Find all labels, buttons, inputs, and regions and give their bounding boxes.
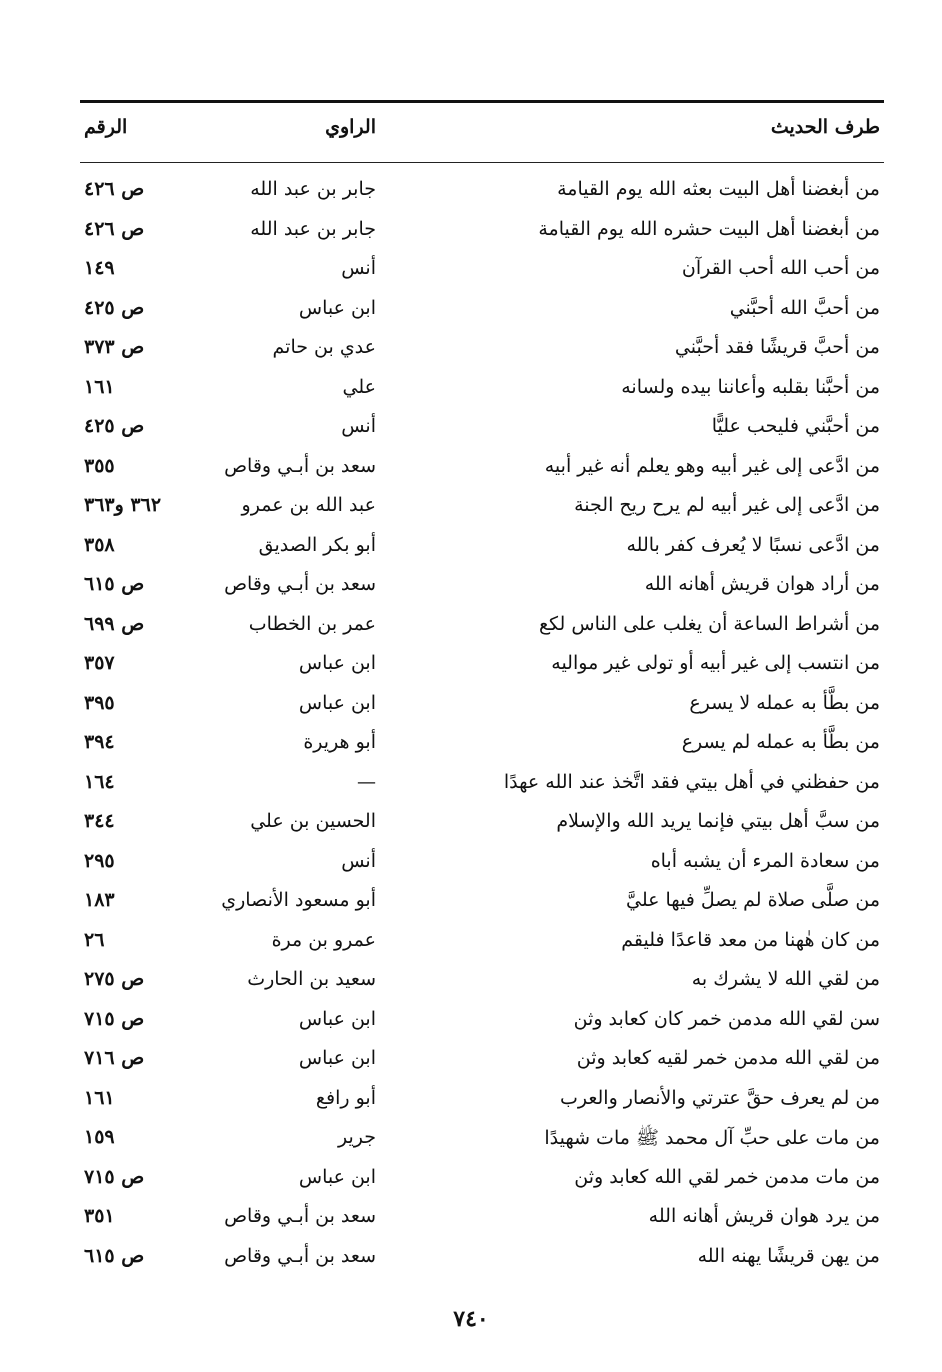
reference-number: ١٨٣ xyxy=(84,889,115,911)
hadith-text: من بطَّأ به عمله لا يسرع xyxy=(689,691,880,714)
reference-number: ص ٧١٥ xyxy=(84,1007,145,1030)
top-rule xyxy=(80,100,884,103)
narrator: عمرو بن مرة xyxy=(271,928,376,951)
hadith-text: من لم يعرف حقَّ عترتي والأنصار والعرب xyxy=(559,1086,880,1109)
table-row xyxy=(80,212,884,252)
page-number: ٧٤٠ xyxy=(453,1306,489,1332)
hadith-text: من ادَّعى إلى غير أبيه وهو يعلم أنه غير أبيه xyxy=(544,454,880,477)
hadith-text: من أحبَّني فليحب عليًّا xyxy=(711,415,880,437)
reference-number: ٣٥٧ xyxy=(84,652,115,674)
narrator: جرير xyxy=(338,1126,376,1148)
table-row xyxy=(80,1239,884,1279)
table-row xyxy=(80,370,884,410)
table-header xyxy=(80,112,884,152)
table-row xyxy=(80,923,884,963)
hadith-text: من أبغضنا أهل البيت حشره الله يوم القيامة xyxy=(538,217,880,240)
table-row xyxy=(80,1120,884,1160)
narrator: سعد بن أبـي وقاص xyxy=(224,1205,376,1227)
header-number: الرقم xyxy=(84,116,128,138)
hadith-text: من أحبَّنا بقلبه وأعاننا بيده ولسانه xyxy=(621,375,880,398)
reference-number: ١٥٩ xyxy=(84,1126,115,1148)
table-row xyxy=(80,883,884,923)
table-row xyxy=(80,172,884,212)
hadith-text: من أحبَّ قريشًا فقد أحبَّني xyxy=(674,336,880,358)
reference-number: ص ٢٧٥ xyxy=(84,968,145,990)
hadith-text: من سعادة المرء أن يشبه أباه xyxy=(650,849,880,872)
narrator: أنس xyxy=(341,257,376,279)
table-row xyxy=(80,765,884,805)
hadith-text: من أشراط الساعة أن يغلب على الناس لكع xyxy=(538,612,880,635)
hadith-text: من يرد هوان قريش أهانه الله xyxy=(648,1205,880,1227)
table-row xyxy=(80,528,884,568)
reference-number: ٢٦ xyxy=(84,928,105,951)
reference-number: ص ٣٧٣ xyxy=(84,336,145,358)
reference-number: ٣٥٨ xyxy=(84,533,115,556)
narrator: سعد بن أبـي وقاص xyxy=(224,454,376,477)
hadith-text: من انتسب إلى غير أبيه أو تولى غير مواليه xyxy=(551,652,880,674)
table-row xyxy=(80,1199,884,1239)
table-row xyxy=(80,1081,884,1121)
reference-number: ٣٥١ xyxy=(84,1205,115,1227)
hadith-text: من حفظني في أهل بيتي فقد اتَّخذ عند الله عهدًا xyxy=(503,770,880,793)
reference-number: ص ٦١٥ xyxy=(84,573,145,595)
reference-number: ٣٩٤ xyxy=(84,731,115,753)
narrator: ابن عباس xyxy=(298,1007,376,1030)
table-row xyxy=(80,251,884,291)
narrator: سعيد بن الحارث xyxy=(247,968,376,990)
narrator: علي xyxy=(342,375,376,398)
reference-number: ١٦١ xyxy=(84,375,115,398)
narrator: ابن عباس xyxy=(298,1047,376,1069)
narrator: أبو مسعود الأنصاري xyxy=(221,889,376,911)
reference-number: ص ٤٢٥ xyxy=(84,415,145,437)
narrator: سعد بن أبـي وقاص xyxy=(224,1244,376,1267)
reference-number: ٣٩٥ xyxy=(84,691,115,714)
table-row xyxy=(80,844,884,884)
header-hadith: طرف الحديث xyxy=(770,116,880,138)
table-row xyxy=(80,646,884,686)
narrator: الحسين بن علي xyxy=(250,810,376,832)
hadith-text: من بطَّأ به عمله لم يسرع xyxy=(681,731,880,753)
hadith-text: من أحب الله أحب القرآن xyxy=(681,257,880,279)
narrator: سعد بن أبـي وقاص xyxy=(224,573,376,595)
hadith-text: من سبَّ أهل بيتي فإنما يريد الله والإسلام xyxy=(556,810,880,832)
table-row xyxy=(80,686,884,726)
hadith-text: من يهن قريشًا يهنه الله xyxy=(697,1244,880,1267)
reference-number: ١٦٤ xyxy=(84,770,115,793)
reference-number: ص ٧١٥ xyxy=(84,1165,145,1188)
narrator: أنس xyxy=(341,415,376,437)
reference-number: ٣٤٤ xyxy=(84,810,115,832)
narrator: عبد الله بن عمرو xyxy=(241,494,376,516)
hadith-text: من ادَّعى إلى غير أبيه لم يرح ريح الجنة xyxy=(574,494,880,516)
table-row xyxy=(80,607,884,647)
reference-number: ١٦١ xyxy=(84,1086,115,1109)
narrator: — xyxy=(357,770,376,793)
narrator: عمر بن الخطاب xyxy=(248,612,376,635)
hadith-text: من صلَّى صلاة لم يصلِّ فيها عليَّ xyxy=(626,889,880,911)
narrator: جابر بن عبد الله xyxy=(250,217,376,240)
reference-number: ص ٤٢٦ xyxy=(84,217,145,240)
table-row xyxy=(80,330,884,370)
index-table xyxy=(80,172,884,1278)
narrator: ابن عباس xyxy=(298,691,376,714)
narrator: ابن عباس xyxy=(298,652,376,674)
table-row xyxy=(80,449,884,489)
reference-number: ٣٦٢ و٣٦٣ xyxy=(84,494,162,516)
narrator: ابن عباس xyxy=(298,296,376,319)
hadith-text: من أراد هوان قريش أهانه الله xyxy=(644,573,880,595)
table-row xyxy=(80,409,884,449)
table-row xyxy=(80,804,884,844)
table-row xyxy=(80,1002,884,1042)
table-row xyxy=(80,725,884,765)
hadith-text: من مات على حبِّ آل محمد ﷺ مات شهيدًا xyxy=(544,1127,880,1149)
header-narrator: الراوي xyxy=(325,116,376,138)
reference-number: ص ٧١٦ xyxy=(84,1047,145,1069)
table-row xyxy=(80,291,884,331)
narrator: عدي بن حاتم xyxy=(272,336,376,358)
hadith-text: من مات مدمن خمر لقي الله كعابد وثن xyxy=(574,1165,880,1188)
hadith-text: من لقي الله مدمن خمر لقيه كعابد وثن xyxy=(576,1047,880,1069)
hadith-text: من أحبَّ الله أحبَّني xyxy=(729,296,880,319)
header-rule xyxy=(80,162,884,163)
table-row xyxy=(80,488,884,528)
narrator: أبو رافع xyxy=(315,1086,376,1109)
table-row xyxy=(80,962,884,1002)
narrator: ابن عباس xyxy=(298,1165,376,1188)
reference-number: ص ٦١٥ xyxy=(84,1244,145,1267)
narrator: جابر بن عبد الله xyxy=(250,178,376,200)
reference-number: ٢٩٥ xyxy=(84,849,115,872)
table-row xyxy=(80,1041,884,1081)
narrator: أبو بكر الصديق xyxy=(258,533,376,556)
table-row xyxy=(80,567,884,607)
reference-number: ٣٥٥ xyxy=(84,454,115,477)
reference-number: ص ٤٢٥ xyxy=(84,296,145,319)
narrator: أنس xyxy=(341,849,376,872)
hadith-text: من كان هٰهنا من معد قاعدًا فليقم xyxy=(621,928,880,951)
reference-number: ص ٤٢٦ xyxy=(84,178,145,200)
reference-number: ص ٦٩٩ xyxy=(84,612,145,635)
hadith-text: من ادَّعى نسبًا لا يُعرف كفر بالله xyxy=(626,533,880,556)
narrator: أبو هريرة xyxy=(303,731,376,753)
hadith-text: من لقي الله لا يشرك به xyxy=(691,968,880,990)
hadith-text: من أبغضنا أهل البيت بعثه الله يوم القيامة xyxy=(557,178,880,200)
hadith-text: سن لقي الله مدمن خمر كان كعابد وثن xyxy=(573,1007,880,1030)
reference-number: ١٤٩ xyxy=(84,257,115,279)
table-row xyxy=(80,1160,884,1200)
